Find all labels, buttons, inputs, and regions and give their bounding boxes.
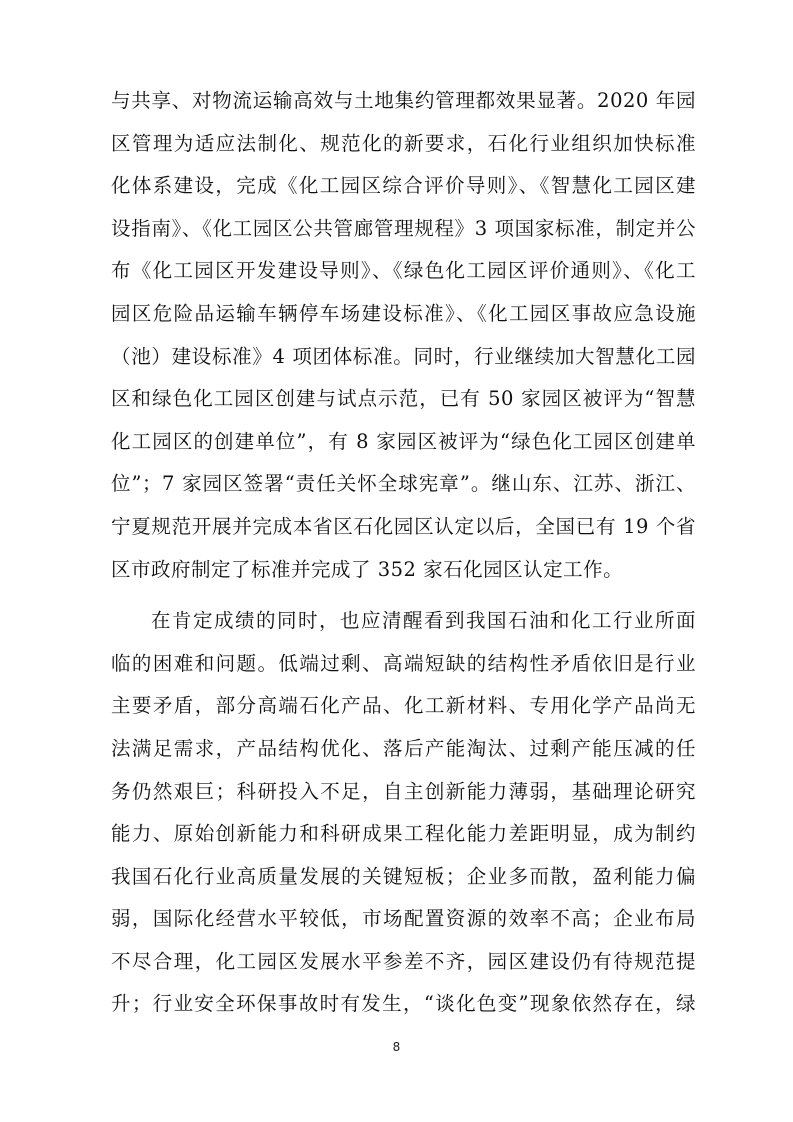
page-number: 8 xyxy=(392,1040,401,1054)
text-line: 位”；7 家园区签署“责任关怀全球宪章”。继山东、江苏、浙江、 xyxy=(111,472,696,496)
text-line: 设指南》、《化工园区公共管廊管理规程》3 项国家标准，制定并公 xyxy=(111,216,696,240)
text-line: 区管理为适应法制化、规范化的新要求，石化行业组织加快标准 xyxy=(111,131,696,155)
paragraph-problems xyxy=(111,600,696,1026)
text-line: 在肯定成绩的同时，也应清醒看到我国石油和化工行业所面 xyxy=(151,609,696,633)
text-line: 不尽合理，化工园区发展水平参差不齐，园区建设仍有待规范提 xyxy=(111,949,696,973)
text-line: 主要矛盾，部分高端石化产品、化工新材料、专用化学产品尚无 xyxy=(111,694,696,718)
text-line: （池）建设标准》4 项团体标准。同时，行业继续加大智慧化工园 xyxy=(111,344,696,368)
text-line: 园区危险品运输车辆停车场建设标准》、《化工园区事故应急设施 xyxy=(111,301,696,325)
text-line: 临的困难和问题。低端过剩、高端短缺的结构性矛盾依旧是行业 xyxy=(111,651,696,675)
text-line: 区和绿色化工园区创建与试点示范，已有 50 家园区被评为“智慧 xyxy=(111,387,696,411)
text-line: 化体系建设，完成《化工园区综合评价导则》、《智慧化工园区建 xyxy=(111,174,696,198)
text-line: 弱，国际化经营水平较低，市场配置资源的效率不高；企业布局 xyxy=(111,907,696,931)
paragraph-park-standards xyxy=(111,80,696,591)
text-line: 能力、原始创新能力和科研成果工程化能力差距明显，成为制约 xyxy=(111,822,696,846)
body-text xyxy=(111,80,696,1026)
text-line: 与共享、对物流运输高效与土地集约管理都效果显著。2020 年园 xyxy=(111,89,696,112)
text-line: 化工园区的创建单位”，有 8 家园区被评为“绿色化工园区创建单 xyxy=(111,429,696,453)
text-line: 法满足需求，产品结构优化、落后产能淘汰、过剩产能压减的任 xyxy=(111,736,696,760)
text-line: 我国石化行业高质量发展的关键短板；企业多而散，盈利能力偏 xyxy=(111,864,696,888)
text-line: 区市政府制定了标准并完成了 352 家石化园区认定工作。 xyxy=(111,557,624,581)
paragraph-spacer xyxy=(111,591,696,600)
text-line: 务仍然艰巨；科研投入不足，自主创新能力薄弱，基础理论研究 xyxy=(111,779,696,803)
text-line: 升；行业安全环保事故时有发生，“谈化色变”现象依然存在，绿 xyxy=(111,992,696,1016)
text-line: 宁夏规范开展并完成本省区石化园区认定以后，全国已有 19 个省 xyxy=(111,514,696,538)
text-line: 布《化工园区开发建设导则》、《绿色化工园区评价通则》、《化工 xyxy=(111,259,696,283)
